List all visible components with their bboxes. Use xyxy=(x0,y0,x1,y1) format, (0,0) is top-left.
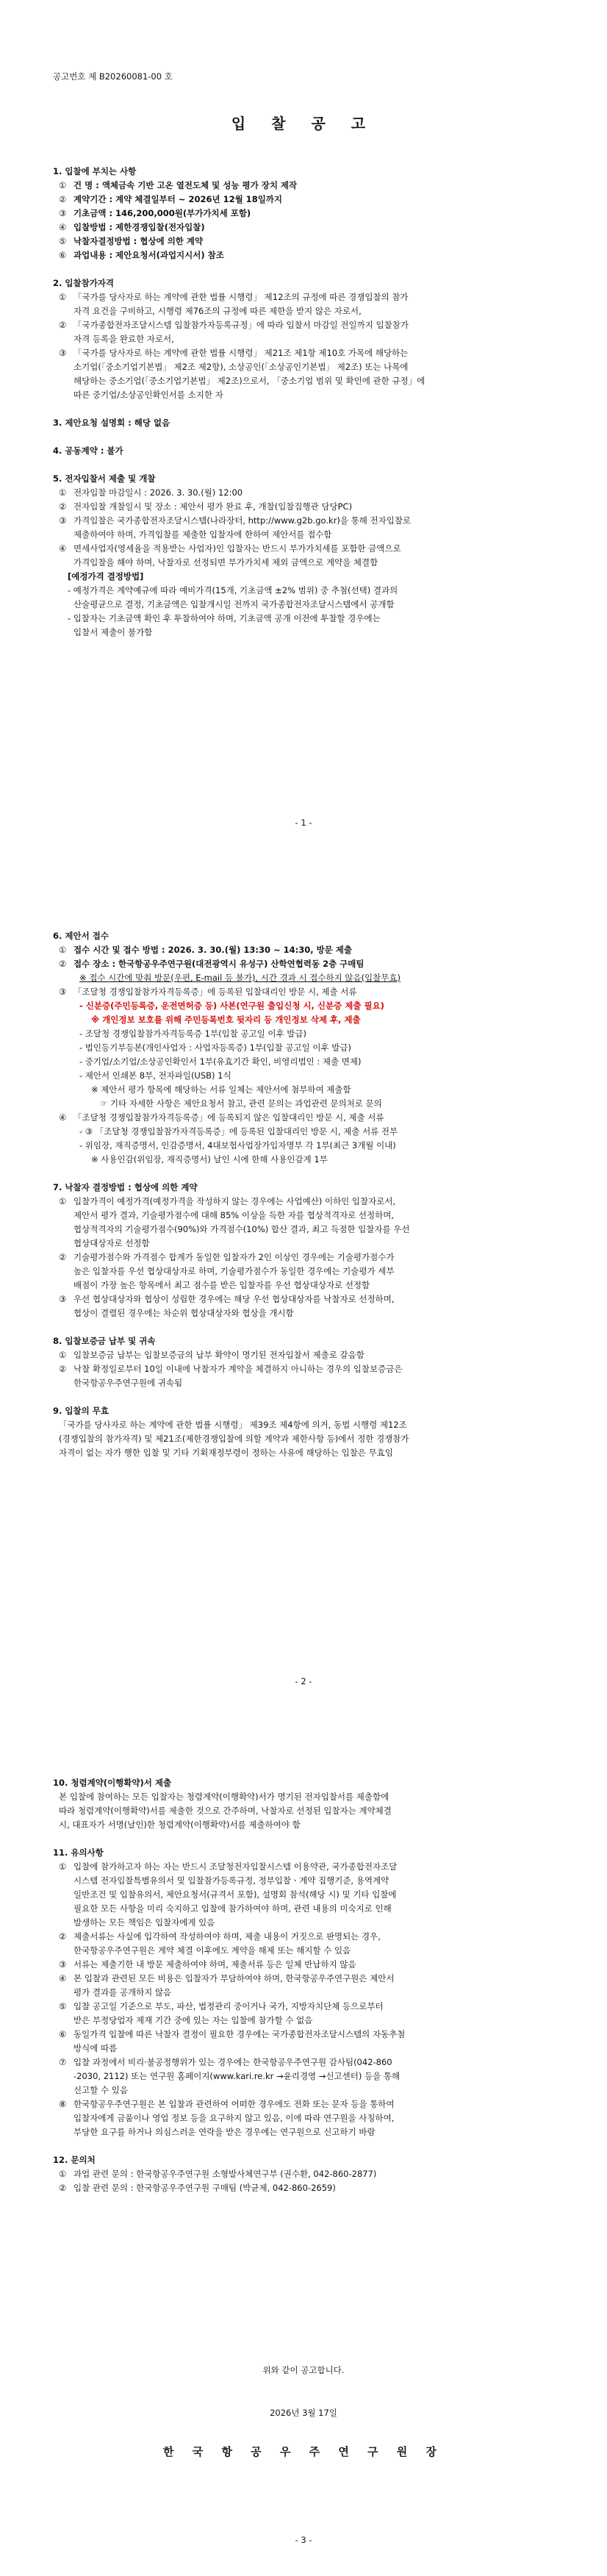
s11-num: ④ xyxy=(59,1973,67,1983)
s11-num: ② xyxy=(59,1931,67,1942)
s6-3-list xyxy=(53,999,560,1111)
s1-item xyxy=(53,193,560,207)
s11-item xyxy=(53,1930,560,1958)
s9-line: 자격이 없는 자가 행한 입찰 및 기타 기획재정부령이 정하는 사유에 해당하는 입찰은 무효임 xyxy=(59,1448,393,1458)
section-7-heading: 7. 낙찰자 결정방법 : 협상에 의한 계약 xyxy=(53,1182,198,1192)
s7-line: 높은 입찰자를 우선 협상대상자로 하며, 기술평가점수가 동일한 경우에는 기술평가 세부 xyxy=(73,1266,395,1276)
s7-text xyxy=(73,1195,560,1251)
s11-line: 입찰 공고일 기준으로 부도, 파산, 법정관리 중이거나 국가, 지방자치단체 등으로부터 xyxy=(73,2001,384,2011)
s11-line: 동일가격 입찰에 따른 낙찰자 결정이 필요한 경우에는 국가종합전자조달시스템의 자동추첨 xyxy=(73,2029,406,2039)
s8-num: ① xyxy=(59,1350,67,1360)
s5-line: 가격입찰은 국가종합전자조달시스템(나라장터, http://www.g2b.go.kr)을 통해 전자입찰로 xyxy=(73,515,412,526)
s7-num: ② xyxy=(59,1252,67,1262)
s2-text xyxy=(73,318,560,346)
s11-text xyxy=(73,1958,560,1972)
section-9-text xyxy=(53,1418,560,1460)
s1-num: ① xyxy=(59,180,67,190)
s5-line: 전자입찰 개찰일시 및 장소 : 제안서 평가 완료 후, 개찰(입찰집행관 담당PC) xyxy=(73,501,353,512)
s12-text xyxy=(73,2167,560,2181)
s5-num: ③ xyxy=(59,515,67,526)
s2-line: 「국가를 당사자로 하는 계약에 관한 법률 시행령」 제21조 제1항 제10호 가목에 해당하는 xyxy=(73,348,409,358)
s5-item xyxy=(53,500,560,514)
s5-text xyxy=(73,514,560,542)
section-11-list xyxy=(53,1860,560,2139)
s1-num: ④ xyxy=(59,222,67,232)
s11-line: 한국항공우주연구원은 본 입찰과 관련하여 어떠한 경우에도 전화 또는 문자 등을 통하여 xyxy=(73,2099,395,2109)
s2-num: ① xyxy=(59,292,67,302)
s5-line: 전자입찰 마감일시 : 2026. 3. 30.(월) 12:00 xyxy=(73,487,243,498)
s11-item xyxy=(53,2028,560,2056)
s11-num: ⑥ xyxy=(59,2029,67,2039)
section-7-list xyxy=(53,1195,560,1320)
section-12-heading: 12. 문의처 xyxy=(53,2155,96,2165)
section-5-heading: 5. 전자입찰서 제출 및 개찰 xyxy=(53,473,156,484)
s6-num-1: ① xyxy=(59,945,67,955)
s2-line: 자격 등록을 완료한 자로서, xyxy=(73,334,174,344)
section-6-heading: 6. 제안서 접수 xyxy=(53,931,109,941)
notice-date: 2026년 3월 17일 xyxy=(270,2408,337,2418)
s7-line: 입찰가격이 예정가격(예정가격을 작성하지 않는 경우에는 사업예산) 이하인 입찰자로서, xyxy=(73,1196,396,1206)
page-number-3: - 3 - xyxy=(295,2535,312,2545)
s7-line: 기술평가점수와 가격점수 합계가 동일한 입찰자가 2인 이상인 경우에는 기술평가점수가 xyxy=(73,1252,395,1262)
s6-num-2: ② xyxy=(59,959,67,969)
page-1-body xyxy=(53,165,560,640)
s11-num: ③ xyxy=(59,1959,67,1969)
s1-text: 낙찰자결정방법 : 협상에 의한 계약 xyxy=(73,236,204,246)
s1-item xyxy=(53,248,560,262)
s1-num: ⑤ xyxy=(59,236,67,246)
s6-4-item: ※ 사용인감(위임장, 재직증명서) 날인 시에 한해 사용인감계 1부 xyxy=(91,1154,328,1164)
s5-num: ① xyxy=(59,487,67,498)
s11-text xyxy=(73,2097,560,2139)
s5-num: ② xyxy=(59,501,67,512)
s11-text xyxy=(73,1930,560,1958)
s5-text xyxy=(73,542,560,570)
s8-item xyxy=(53,1348,560,1362)
section-3-heading: 3. 제안요청 설명회 : 해당 없음 xyxy=(53,418,170,428)
s6-4-item: - 위임장, 재직증명서, 인감증명서, 4대보험사업장가입자명부 각 1부(최근 3개월 이내) xyxy=(79,1140,396,1151)
s8-item xyxy=(53,1362,560,1390)
s1-item xyxy=(53,221,560,235)
price-method-line: 산술평균으로 결정, 기초금액은 입찰개시일 전까지 국가종합전자조달시스템에서 공개함 xyxy=(73,599,395,609)
section-8-heading: 8. 입찰보증금 납부 및 귀속 xyxy=(53,1336,156,1346)
price-method-item xyxy=(53,584,560,612)
s11-line: 일반조건 및 입찰유의서, 제안요청서(규격서 포함), 설명회 참석(해당 시) 및 기타 입찰에 xyxy=(73,1889,397,1900)
s11-item xyxy=(53,1860,560,1930)
s11-num: ⑤ xyxy=(59,2001,67,2011)
s11-num: ⑦ xyxy=(59,2057,67,2067)
section-4-heading: 4. 공동계약 : 불가 xyxy=(53,446,123,456)
s6-item-3: 「조달청 경쟁입찰참가자격등록증」에 등록된 입찰대리인 방문 시, 제출 서류 xyxy=(73,987,357,997)
s5-line: 가격입찰을 해야 하며, 낙찰자로 선정되면 부가가치세 제외 금액으로 계약을 체결함 xyxy=(73,557,378,568)
s7-line: 제안서 평가 결과, 기술평가점수에 대해 85% 이상을 득한 자를 협상적격자로 선정하며, xyxy=(73,1210,395,1220)
page-number-1: - 1 - xyxy=(295,817,312,828)
s8-text xyxy=(73,1348,560,1362)
s11-item xyxy=(53,2097,560,2139)
s5-num: ④ xyxy=(59,543,67,554)
section-1-heading: 1. 입찰에 부치는 사항 xyxy=(53,166,137,176)
section-8-list xyxy=(53,1348,560,1390)
s1-item xyxy=(53,179,560,193)
s6-note: ※ 접수 시간에 맞춰 방문(우편, E-mail 등 불가), 시간 경과 시 접수하지 않음(입찰무효) xyxy=(79,973,401,983)
s6-3-item: ※ 제안서 평가 항목에 해당하는 서류 일체는 제안서에 첨부하여 제출함 xyxy=(91,1084,351,1095)
s9-line: 「국가를 당사자로 하는 계약에 관한 법률 시행령」 제39조 제4항에 의거, 동법 시행령 제12조 xyxy=(59,1420,407,1430)
s7-text xyxy=(73,1292,560,1320)
s10-line: 시, 대표자가 서명(날인)한 청렴계약(이행확약)서를 제출하여야 함 xyxy=(59,1820,301,1830)
s5-line: 면세사업자(영세율을 적용받는 사업자)인 입찰자는 반드시 부가가치세를 포함한 금액으로 xyxy=(73,543,401,554)
s12-line: 과업 관련 문의 : 한국항공우주연구원 소형발사체연구부 (권수환, 042-860-2877) xyxy=(73,2169,377,2179)
s5-item xyxy=(53,542,560,570)
s11-item xyxy=(53,1958,560,1972)
s1-num: ⑥ xyxy=(59,250,67,260)
s6-item-4: 「조달청 경쟁입찰참가자격등록증」에 등록되지 않은 입찰대리인 방문 시, 제출 서류 xyxy=(73,1112,384,1123)
s6-3-item: ※ 개인정보 보호를 위해 주민등록번호 뒷자리 등 개인정보 삭제 후, 제출 xyxy=(91,1015,361,1025)
s7-item xyxy=(53,1195,560,1251)
s6-4-list xyxy=(53,1125,560,1167)
s7-item xyxy=(53,1251,560,1292)
price-method-line: - 입찰자는 기초금액 확인 후 투찰하여야 하며, 기초금액 공개 이전에 투찰할 경우에는 xyxy=(68,613,381,623)
s7-num: ① xyxy=(59,1196,67,1206)
s5-item xyxy=(53,486,560,500)
s7-line: 우선 협상대상자와 협상이 성립한 경우에는 해당 우선 협상대상자를 낙찰자로 선정하며, xyxy=(73,1294,395,1304)
s8-text xyxy=(73,1362,560,1390)
section-2-list xyxy=(53,290,560,402)
issuer-signature: 한 국 항 공 우 주 연 구 원 장 xyxy=(163,2445,444,2458)
s1-text: 입찰방법 : 제한경쟁입찰(전자입찰) xyxy=(73,222,205,232)
s11-line: 입찰에 참가하고자 하는 자는 반드시 조달청전자입찰시스템 이용약관, 국가종합전자조달 xyxy=(73,1861,398,1872)
s5-line: 제출하여야 하며, 가격입찰를 제출한 입찰자에 한하여 제안서를 접수함 xyxy=(73,529,332,540)
s6-3-item: - 중기업/소기업/소상공인확인서 1부(유효기간 확인, 비영리법인 : 제출 면제) xyxy=(79,1056,362,1067)
page-3-body xyxy=(53,1776,560,2195)
s11-line: 방식에 따름 xyxy=(73,2043,118,2053)
s8-num: ② xyxy=(59,1364,67,1374)
price-method-line: 입찰서 제출이 불가함 xyxy=(73,627,153,637)
s1-text: 건 명 : 액체금속 기반 고온 열전도체 및 성능 평가 장치 제작 xyxy=(73,180,298,190)
s12-item xyxy=(53,2181,560,2195)
section-10-text xyxy=(53,1790,560,1832)
s11-text xyxy=(73,2028,560,2056)
s7-text xyxy=(73,1251,560,1292)
s2-item xyxy=(53,346,560,402)
s7-line: 배점이 가장 높은 항목에서 최고 점수를 받은 입찰자를 우선 협상대상자로 선정함 xyxy=(73,1280,370,1290)
s12-line: 입찰 관련 문의 : 한국항공우주연구원 구매팀 (박균제, 042-860-2659) xyxy=(73,2183,336,2193)
s2-line: 따른 중기업/소상공인확인서를 소지한 자 xyxy=(73,390,223,400)
s2-line: 「국가종합전자조달시스템 입찰참가자등록규정」에 따라 입찰서 마감일 전일까지 입찰참가 xyxy=(73,320,409,330)
s11-line: 평가 결과를 공개하지 않음 xyxy=(73,1987,172,1997)
s10-line: 따라 청렴계약(이행확약)서를 제출한 것으로 간주하며, 낙찰자로 선정된 입찰자는 계약체결 xyxy=(59,1806,392,1816)
s6-3-item: - 신분증(주민등록증, 운전면허증 등) 사본(연구원 출입신청 시, 신분증 제출 필요) xyxy=(79,1001,384,1011)
s2-text xyxy=(73,346,560,402)
s6-item-2: 접수 장소 : 한국항공우주연구원(대전광역시 유성구) 산학연협력동 2층 구매팀 xyxy=(73,959,364,969)
s11-line: 입찰자에게 금품이나 영업 정보 등을 요구하지 않고 있음, 이에 따라 연구원을 사칭하여, xyxy=(73,2113,395,2123)
s11-item xyxy=(53,1972,560,2000)
s12-item xyxy=(53,2167,560,2181)
price-method-list xyxy=(53,584,560,640)
s12-text xyxy=(73,2181,560,2195)
s11-line: 시스템 전자입찰특별유의서 및 입찰참가등록규정, 정부입찰ㆍ계약 집행기준, 용역계약 xyxy=(73,1875,389,1886)
section-12-list xyxy=(53,2167,560,2195)
s2-line: 소기업(「중소기업기본법」 제2조 제2항), 소상공인(「소상공인기본법」 제2조) 또는 나목에 xyxy=(73,362,409,372)
s6-3-item: - 법인등기부등본(개인사업자 : 사업자등록증) 1부(입찰 공고일 이후 발급) xyxy=(79,1042,351,1053)
price-method-item xyxy=(53,612,560,640)
s2-item xyxy=(53,318,560,346)
s11-text xyxy=(73,2056,560,2097)
page-1 xyxy=(0,0,607,859)
price-method-line: - 예정가격은 계약예규에 따라 예비가격(15개, 기초금액 ±2% 범위) 중 추첨(선택) 결과의 xyxy=(68,585,398,595)
s6-4-item: - ③ 「조달청 경쟁입찰참가자격등록증」에 등록된 입찰대리인 방문 시, 제출 서류 전부 xyxy=(79,1126,398,1137)
s11-text xyxy=(73,1860,560,1930)
s10-line: 본 입찰에 참여하는 모든 입찰자는 청렴계약(이행확약)서가 명기된 전자입찰서를 제출함에 xyxy=(59,1792,389,1802)
s2-line: 해당하는 중소기업(「중소기업기본법」 제2조)으로서, 「중소기업 범위 및 확인에 관한 규정」에 xyxy=(73,376,425,386)
s11-line: 서류는 제출기한 내 방문 제출하여야 하며, 제출서류 등은 일체 반납하지 않음 xyxy=(73,1959,356,1969)
s11-line: 부당한 요구를 하거나 의심스러운 연락을 받은 경우에는 연구원으로 신고하기 바람 xyxy=(73,2127,376,2137)
s5-item xyxy=(53,514,560,542)
s11-item xyxy=(53,2056,560,2097)
s5-text xyxy=(73,486,560,500)
page-number-2: - 2 - xyxy=(295,1676,312,1686)
s1-text: 과업내용 : 제안요청서(과업지시서) 참조 xyxy=(73,250,224,260)
s7-num: ③ xyxy=(59,1294,67,1304)
s11-text xyxy=(73,1972,560,2000)
s2-num: ③ xyxy=(59,348,67,358)
s6-item-1: 접수 시간 및 접수 방법 : 2026. 3. 30.(월) 13:30 ~ 14:30, 방문 제출 xyxy=(73,945,353,955)
s11-line: 받은 부정당업자 제재 기간 중에 있는 자는 입찰에 참가할 수 없음 xyxy=(73,2015,313,2025)
s12-num: ② xyxy=(59,2183,67,2193)
s2-line: 「국가를 당사자로 하는 계약에 관한 법률 시행령」 제12조의 규정에 따른 경쟁입찰의 참가 xyxy=(73,292,409,302)
s11-num: ⑧ xyxy=(59,2099,67,2109)
s1-item xyxy=(53,235,560,248)
s6-num-3: ③ xyxy=(59,987,67,997)
s11-text xyxy=(73,2000,560,2028)
s11-line: 입찰 과정에서 비리·불공정행위가 있는 경우에는 한국항공우주연구원 감사팀(042-860 xyxy=(73,2057,392,2067)
s5-text xyxy=(73,500,560,514)
s7-line: 협상적격자의 기술평가점수(90%)와 가격점수(10%) 합산 결과, 최고 득점한 입찰자를 우선 xyxy=(73,1224,410,1234)
s6-3-item: ☞ 기타 자세한 사항은 제안요청서 참고, 관련 문의는 과업관련 문의처로 문의 xyxy=(100,1098,382,1109)
s2-num: ② xyxy=(59,320,67,330)
s11-item xyxy=(53,2000,560,2028)
s11-line: 발생하는 모든 책임은 입찰자에게 있음 xyxy=(73,1917,215,1928)
s11-line: 신고할 수 있음 xyxy=(73,2085,128,2095)
section-11-heading: 11. 유의사항 xyxy=(53,1847,104,1858)
page-2-body xyxy=(53,929,560,1460)
s1-text: 기초금액 : 146,200,000원(부가가치세 포함) xyxy=(73,208,251,218)
s2-text xyxy=(73,290,560,318)
s7-line: 협상이 결렬된 경우에는 차순위 협상대상자와 협상을 개시함 xyxy=(73,1308,294,1318)
s9-line: (경쟁입찰의 참가자격) 및 제21조(제한경쟁입찰에 의할 계약과 제한사항 등)에서 정한 경쟁참가 xyxy=(59,1434,409,1444)
s8-line: 낙찰 확정일로부터 10일 이내에 낙찰자가 계약을 체결하지 아니하는 경우의 입찰보증금은 xyxy=(73,1364,403,1374)
doc-number: 공고번호 제 B20260081-00 호 xyxy=(53,71,173,82)
closing-text: 위와 같이 공고합니다. xyxy=(262,2365,345,2375)
s7-line: 협상대상자로 선정함 xyxy=(73,1238,150,1248)
page-2 xyxy=(0,859,607,1717)
page-title: 입 찰 공 고 xyxy=(231,115,376,132)
s8-line: 한국항공우주연구원에 귀속됨 xyxy=(73,1378,183,1388)
s6-3-item: - 제안서 인쇄본 8부, 전자파일(USB) 1식 xyxy=(79,1070,231,1081)
s11-num: ① xyxy=(59,1861,67,1872)
s7-item xyxy=(53,1292,560,1320)
s2-item xyxy=(53,290,560,318)
s12-num: ① xyxy=(59,2169,67,2179)
s1-text: 계약기간 : 계약 체결일부터 ~ 2026년 12월 18일까지 xyxy=(73,194,283,204)
page-3 xyxy=(0,1717,607,2576)
section-9-heading: 9. 입찰의 무효 xyxy=(53,1406,109,1416)
s6-num-4: ④ xyxy=(59,1112,67,1123)
s11-line: 본 입찰과 관련된 모든 비용은 입찰자가 부담하여야 하며, 한국항공우주연구원은 제안서 xyxy=(73,1973,395,1983)
s1-num: ② xyxy=(59,194,67,204)
s6-3-item: - 조달청 경쟁입찰참가자격등록증 1부(입찰 공고일 이후 발급) xyxy=(79,1028,306,1039)
s2-line: 자격 요건을 구비하고, 시행령 제76조의 규정에 따른 제한을 받지 않은 자로서, xyxy=(73,306,362,316)
s11-line: 제출서류는 사실에 입각하여 작성하여야 하며, 제출 내용이 거짓으로 판명되는 경우, xyxy=(73,1931,381,1942)
s1-num: ③ xyxy=(59,208,67,218)
s1-item xyxy=(53,207,560,221)
section-5-list xyxy=(53,486,560,570)
s8-line: 입찰보증금 납부는 입찰보증금의 납부 확약이 명기된 전자입찰서 제출로 갈음함 xyxy=(73,1350,364,1360)
price-method-heading: [예정가격 결정방법] xyxy=(68,571,144,582)
section-10-heading: 10. 청렴계약(이행확약)서 제출 xyxy=(53,1778,172,1788)
section-1-list xyxy=(53,179,560,262)
s11-line: 한국항공우주연구원은 계약 체결 이후에도 계약을 해제 또는 해지할 수 있음 xyxy=(73,1945,351,1956)
section-2-heading: 2. 입찰참가자격 xyxy=(53,278,115,288)
s11-line: 필요한 모든 사항을 미리 숙지하고 입찰에 참가하여야 하며, 관련 내용의 미숙지로 인해 xyxy=(73,1903,392,1914)
s11-line: -2030, 2112) 또는 연구원 홈페이지(www.kari.re.kr →윤리경영 →신고센터) 등을 통해 xyxy=(73,2071,401,2081)
